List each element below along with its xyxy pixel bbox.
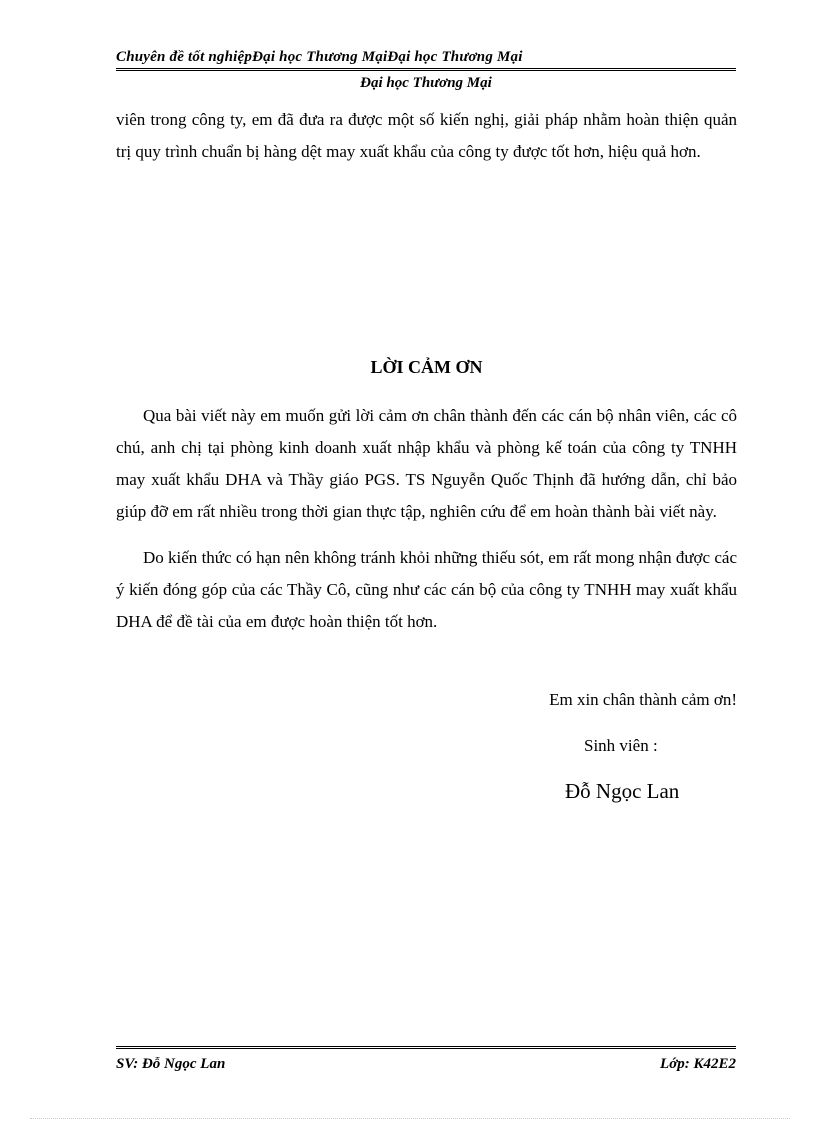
page-footer (116, 1046, 736, 1075)
page-bottom-edge (30, 1118, 790, 1119)
header-divider (116, 68, 736, 71)
intro-section (116, 104, 737, 168)
footer-student: SV: Đỗ Ngọc Lan (116, 1056, 226, 1072)
page-header (116, 46, 736, 93)
footer-class: Lớp: K42E2 (660, 1056, 736, 1072)
acknowledgement-paragraph-2: Do kiến thức có hạn nên không tránh khỏi những thiếu sót, em rất mong nhận được các ý kiến đóng góp của các Thầy Cô, cũng như các cán bộ của công ty TNHH may xuất khẩu DHA để đề tài của em được hoàn thiện tốt hơn. (116, 548, 737, 631)
intro-paragraph: viên trong công ty, em đã đưa ra được một số kiến nghị, giải pháp nhằm hoàn thiện quản trị quy trình chuẩn bị hàng dệt may xuất khẩu của công ty được tốt hơn, hiệu quả hơn. (116, 110, 737, 161)
acknowledgement-paragraph-1: Qua bài viết này em muốn gửi lời cảm ơn chân thành đến các cán bộ nhân viên, các cô chú, anh chị tại phòng kinh doanh xuất nhập khẩu và phòng kế toán của công ty TNHH may xuất khẩu DHA và Thầy giáo PGS. TS Nguyễn Quốc Thịnh đã hướng dẫn, chỉ bảo giúp đỡ em rất nhiều trong thời gian thực tập, nghiên cứu để em hoàn thành bài viết này. (116, 406, 737, 521)
footer-row (116, 1053, 736, 1075)
student-name: Đỗ Ngọc Lan (565, 779, 680, 803)
footer-divider (116, 1046, 736, 1049)
acknowledgement-body (116, 400, 737, 638)
section-title: LỜI CẢM ƠN (370, 357, 483, 377)
closing-thanks: Em xin chân thành cảm ơn! (549, 690, 737, 709)
header-subtitle: Đại học Thương Mại (360, 75, 492, 91)
header-title: Chuyên đề tốt nghiệpĐại học Thương MạiĐại học Thương Mại (116, 49, 523, 65)
student-label: Sinh viên : (584, 736, 658, 755)
